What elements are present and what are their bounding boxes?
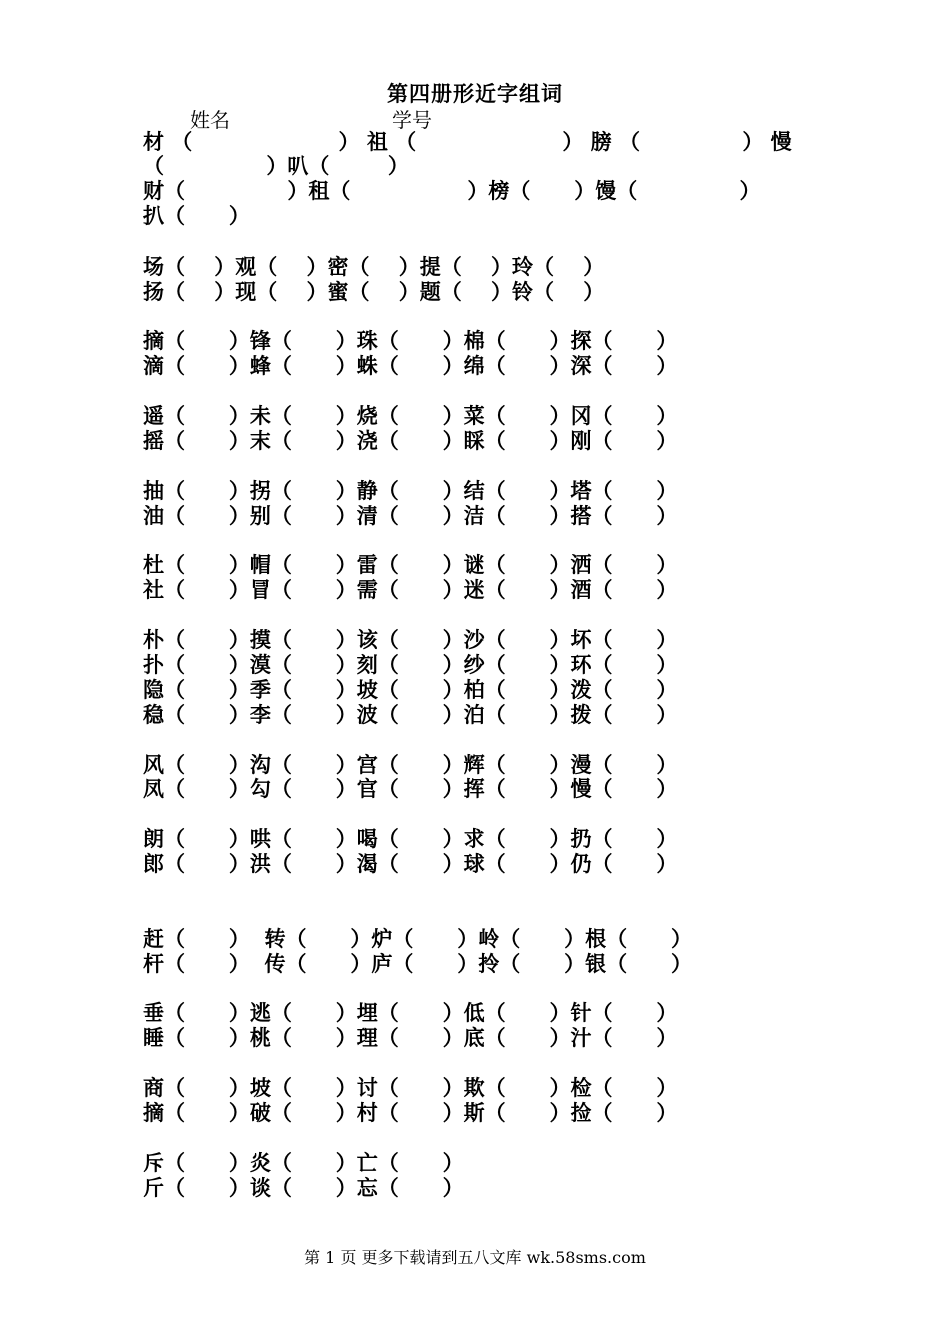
word-row: 油（ ）别（ ）清（ ）洁（ ）搭（ ）: [143, 503, 678, 528]
word-row: 风（ ）沟（ ）宫（ ）辉（ ）漫（ ）: [143, 752, 678, 777]
word-row: 摘（ ）锋（ ）珠（ ）棉（ ）探（ ）: [143, 328, 678, 353]
word-row: 杜（ ）帽（ ）雷（ ）谜（ ）洒（ ）: [143, 552, 678, 577]
word-row: 垂（ ）逃（ ）埋（ ）低（ ）针（ ）: [143, 1000, 678, 1025]
word-row: 赶（ ） 转（ ）炉（ ）岭（ ）根（ ）: [143, 926, 692, 951]
name-label: 姓名: [190, 108, 230, 132]
word-row: 摇（ ）末（ ）浇（ ）睬（ ）刚（ ）: [143, 428, 678, 453]
word-row: 商（ ）坡（ ）讨（ ）欺（ ）检（ ）: [143, 1075, 678, 1100]
word-row: （ ）叭（ ）: [143, 153, 409, 178]
page-footer: 第 1 页 更多下载请到五八文库 wk.58sms.com: [304, 1248, 646, 1267]
word-row: 睡（ ）桃（ ）理（ ）底（ ）汁（ ）: [143, 1025, 678, 1050]
word-row: 遥（ ）未（ ）烧（ ）菜（ ）冈（ ）: [143, 403, 678, 428]
word-row: 朴（ ）摸（ ）该（ ）沙（ ）坏（ ）: [143, 627, 678, 652]
word-row: 社（ ）冒（ ）需（ ）迷（ ）酒（ ）: [143, 577, 678, 602]
word-row: 扬（ ）现（ ）蜜（ ）题（ ）铃（ ）: [143, 279, 605, 304]
word-row: 抽（ ）拐（ ）静（ ）结（ ）塔（ ）: [143, 478, 678, 503]
word-row: 杆（ ） 传（ ）庐（ ）拎（ ）银（ ）: [143, 951, 692, 976]
student-id-label: 学号: [392, 108, 432, 132]
word-row: 扑（ ）漠（ ）刻（ ）纱（ ）环（ ）: [143, 652, 678, 677]
word-row: 财（ ）租（ ）榜（ ）馒（ ）: [143, 178, 761, 203]
word-row: 扒（ ）: [143, 203, 250, 228]
word-row: 稳（ ）李（ ）波（ ）泊（ ）拨（ ）: [143, 702, 678, 727]
word-row: 隐（ ）季（ ）坡（ ）柏（ ）泼（ ）: [143, 677, 678, 702]
word-row: 滴（ ）蜂（ ）蛛（ ）绵（ ）深（ ）: [143, 353, 678, 378]
word-row: 摘（ ）破（ ）村（ ）斯（ ）捡（ ）: [143, 1100, 678, 1125]
page-title: 第四册形近字组词: [387, 81, 563, 106]
word-row: 朗（ ）哄（ ）喝（ ）求（ ）扔（ ）: [143, 826, 678, 851]
word-row: 郎（ ）洪（ ）渴（ ）球（ ）仍（ ）: [143, 851, 678, 876]
word-row: 材 （ ） 祖 （ ） 膀 （ ） 慢: [143, 129, 792, 154]
word-row: 斥（ ）炎（ ）亡（ ）: [143, 1150, 464, 1175]
word-row: 斤（ ）谈（ ）忘（ ）: [143, 1175, 464, 1200]
word-row: 场（ ）观（ ）密（ ）提（ ）玲（ ）: [143, 254, 605, 279]
word-row: 凤（ ）勾（ ）官（ ）挥（ ）慢（ ）: [143, 776, 678, 801]
